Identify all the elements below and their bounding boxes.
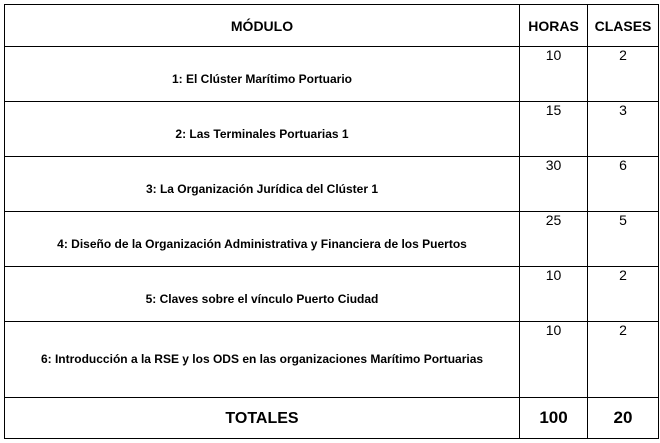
classes-cell: 5 — [588, 212, 659, 267]
table-row — [5, 47, 659, 102]
classes-cell: 3 — [588, 102, 659, 157]
header-classes: CLASES — [588, 5, 659, 47]
module-name: 6: Introducción a la RSE y los ODS en las organizaciones Marítimo Portuarias — [40, 352, 484, 366]
table-row — [5, 267, 659, 322]
module-name: 3: La Organización Jurídica del Clúster 1 — [145, 181, 379, 196]
total-hours: 100 — [520, 398, 588, 439]
header-hours: HORAS — [520, 5, 588, 47]
module-name: 4: Diseño de la Organización Administrativa y Financiera de los Puertos — [57, 236, 467, 251]
hours-cell: 10 — [520, 267, 588, 322]
header-module: MÓDULO — [5, 5, 520, 47]
table-row — [5, 212, 659, 267]
classes-cell: 2 — [588, 47, 659, 102]
table-row — [5, 157, 659, 212]
modules-table — [4, 4, 659, 439]
module-name: 2: Las Terminales Portuarias 1 — [175, 126, 349, 141]
module-cell — [5, 267, 520, 322]
module-name: 5: Claves sobre el vínculo Puerto Ciudad — [145, 291, 379, 306]
module-cell — [5, 322, 520, 398]
totals-row — [5, 398, 659, 439]
table-header-row — [5, 5, 659, 47]
table-row — [5, 322, 659, 398]
module-cell — [5, 157, 520, 212]
module-cell — [5, 102, 520, 157]
hours-cell: 30 — [520, 157, 588, 212]
hours-cell: 25 — [520, 212, 588, 267]
hours-cell: 10 — [520, 322, 588, 398]
classes-cell: 2 — [588, 322, 659, 398]
module-cell — [5, 212, 520, 267]
hours-cell: 15 — [520, 102, 588, 157]
module-name: 1: El Clúster Marítimo Portuario — [171, 71, 353, 86]
totals-label: TOTALES — [5, 398, 520, 439]
hours-cell: 10 — [520, 47, 588, 102]
table-row — [5, 102, 659, 157]
classes-cell: 6 — [588, 157, 659, 212]
total-classes: 20 — [588, 398, 659, 439]
module-cell — [5, 47, 520, 102]
classes-cell: 2 — [588, 267, 659, 322]
